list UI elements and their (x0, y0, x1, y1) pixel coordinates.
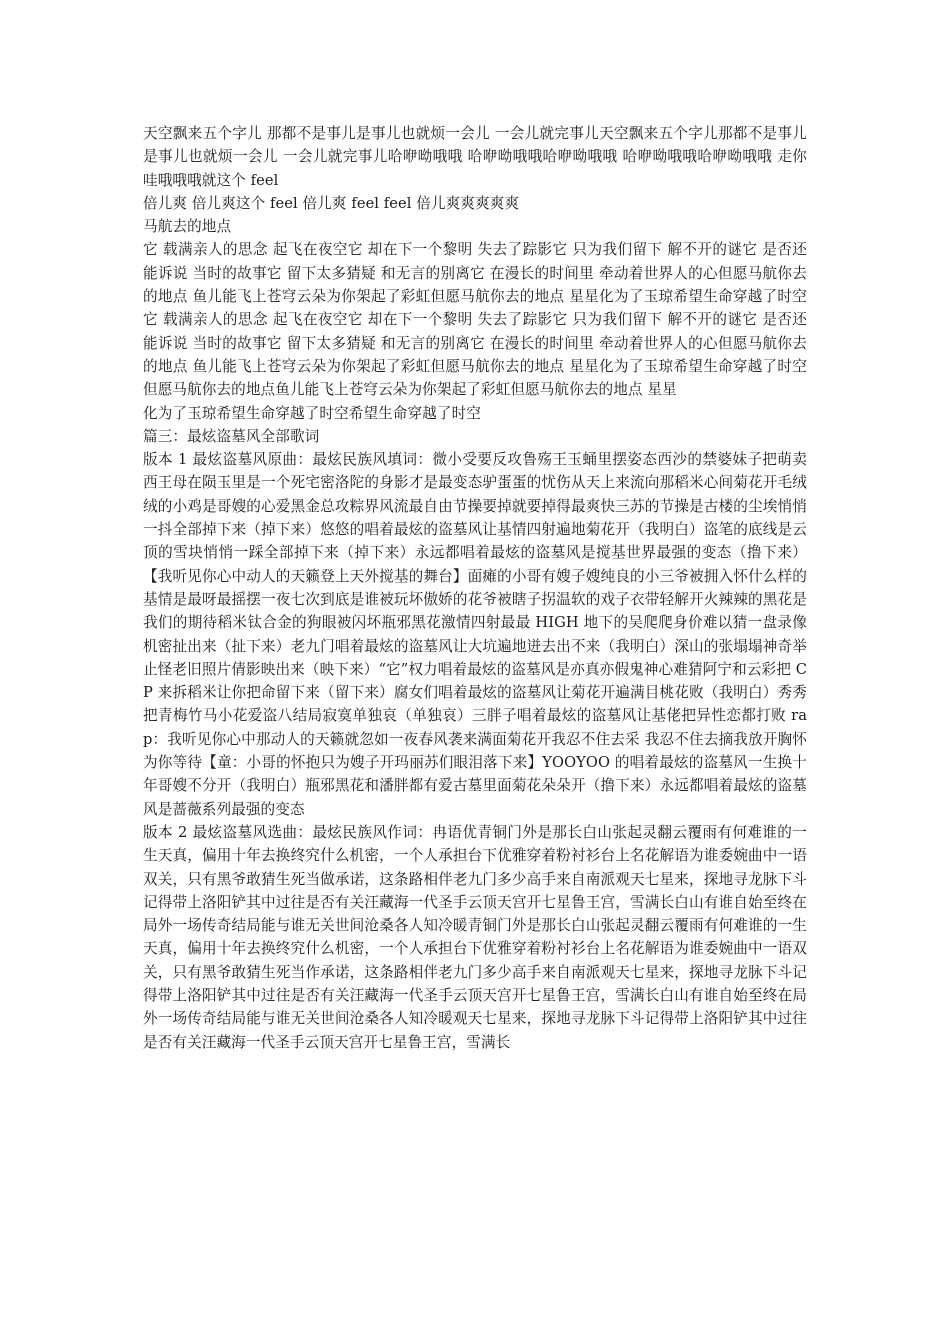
lyrics-paragraph-1: 天空飘来五个字儿 那都不是事儿是事儿也就烦一会儿 一会儿就完事儿天空飘来五个字儿那都不是事儿是事儿也就烦一会儿 一会儿就完事儿哈咿呦哦哦 哈咿呦哦哦哈咿呦哦哦 哈咿呦哦哦哈咿呦哦哦 走你 哇哦哦哦就这个 feel (143, 125, 807, 189)
lyrics-paragraph-2: 倍儿爽 倍儿爽这个 feel 倍儿爽 feel feel 倍儿爽爽爽爽爽 (143, 194, 520, 212)
lyrics-paragraph-3: 它 载满亲人的思念 起飞在夜空它 却在下一个黎明 失去了踪影它 只为我们留下 解不开的谜它 是否还能诉说 当时的故事它 留下太多猜疑 和无言的别离它 在漫长的时间里 牵动着世界人的心但愿马航你去的地点 鱼儿能飞上苍穹云朵为你架起了彩虹但愿马航你去的地点 星星化为了玉琼希望生命穿越了时空它 载满亲人的思念 起飞在夜空它 却在下一个黎明 失去了踪影它 只为我们留下 解不开的谜它 是否还能诉说 当时的故事它 留下太多猜疑 和无言的别离它 在漫长的时间里 牵动着世界人的心但愿马航你去的地点 鱼儿能飞上苍穹云朵为你架起了彩虹但愿马航你去的地点 星星化为了玉琼希望生命穿越了时空但愿马航你去的地点鱼儿能飞上苍穹云朵为你架起了彩虹但愿马航你去的地点 星星 (143, 241, 807, 399)
lyrics-paragraph-4: 化为了玉琼希望生命穿越了时空希望生命穿越了时空 (143, 404, 481, 422)
section-heading-mh370: 马航去的地点 (143, 218, 232, 236)
lyrics-version-1: 版本 1 最炫盗墓风原曲：最炫民族风填词：微小受要反攻鲁殇王玉蛹里摆姿态西沙的禁婆妹子把萌卖西王母在陨玉里是一个死宅密洛陀的身影才是最变态驴蛋蛋的忧伤从天上来流向那稻米心间菊花开毛绒绒的小鸡是哥嫂的心爱黑金总攻粽界风流最自由节操要掉就要掉得最爽快三苏的节操是古楼的尘埃悄悄一抖全部掉下来（掉下来）悠悠的唱着最炫的盗墓风让基情四射遍地菊花开（我明白）盗笔的底线是云顶的雪块悄悄一踩全部掉下来（掉下来）永远都唱着最炫的盗墓风是搅基世界最强的变态（撸下来）【我听见你心中动人的天籁登上天外搅基的舞台】面瘫的小哥有嫂子嫂纯良的小三爷被拥入怀什么样的基情是最呀最摇摆一夜七次到底是谁被玩坏傲娇的花爷被瞎子拐温软的戏子衣带轻解开火辣辣的黑花是我们的期待稻米钛合金的狗眼被闪坏瓶邪黑花激情四射最最 HIGH 地下的吴爬爬身价难以猜一盘录像机密扯出来（扯下来）老九门唱着最炫的盗墓风让大坑遍地迸去出不来（我明白）深山的张塌塌神奇举止怪老旧照片倩影映出来（映下来）“它”权力唱着最炫的盗墓风是亦真亦假鬼神心难猜阿宁和云彩把 CP 来拆稻米让你把命留下来（留下来）腐女们唱着最炫的盗墓风让菊花开遍满目桃花败（我明白）秀秀把青梅竹马小花爱盗八结局寂寞单独哀（单独哀）三胖子唱着最炫的盗墓风让基佬把异性恋都打败 rap：我听见你心中那动人的天籁就忽如一夜春风袭来满面菊花开我忍不住去采 我忍不住去摘我放开胸怀为你等待【童：小哥的怀抱只为嫂子开玛丽苏们眼泪落下来】YOOYOO 的唱着最炫的盗墓风一生换十年哥嫂不分开（我明白）瓶邪黑花和潘胖都有爱古墓里面菊花朵朵开（撸下来）永远都唱着最炫的盗墓风是蔷薇系列最强的变态 (143, 451, 807, 818)
section-heading-part-three: 篇三：最炫盗墓风全部歌词 (143, 427, 320, 445)
document-page (143, 122, 807, 1054)
lyrics-version-2: 版本 2 最炫盗墓风选曲：最炫民族风作词：冉语优青铜门外是那长白山张起灵翻云覆雨有何难谁的一生天真，偏用十年去换终究什么机密，一个人承担台下优雅穿着粉衬衫台上名花解语为谁委婉曲中一语双关，只有黑爷敢猜生死当做承诺，这条路相伴老九门多少高手来自南派观天七星来，探地寻龙脉下斗记得带上洛阳铲其中过往是否有关汪藏海一代圣手云顶天宫开七星鲁王宫，雪满长白山有谁自始至终在局外一场传奇结局能与谁无关世间沧桑各人知冷暖青铜门外是那长白山张起灵翻云覆雨有何难谁的一生天真，偏用十年去换终究什么机密，一个人承担台下优雅穿着粉衬衫台上名花解语为谁委婉曲中一语双关，只有黑爷敢猜生死当作承诺，这条路相伴老九门多少高手来自南派观天七星来，探地寻龙脉下斗记得带上洛阳铲其中过往是否有关汪藏海一代圣手云顶天宫开七星鲁王宫，雪满长白山有谁自始至终在局外一场传奇结局能与谁无关世间沧桑各人知冷暖观天七星来，探地寻龙脉下斗记得带上洛阳铲其中过往是否有关汪藏海一代圣手云顶天宫开七星鲁王宫，雪满长 (143, 823, 807, 1051)
